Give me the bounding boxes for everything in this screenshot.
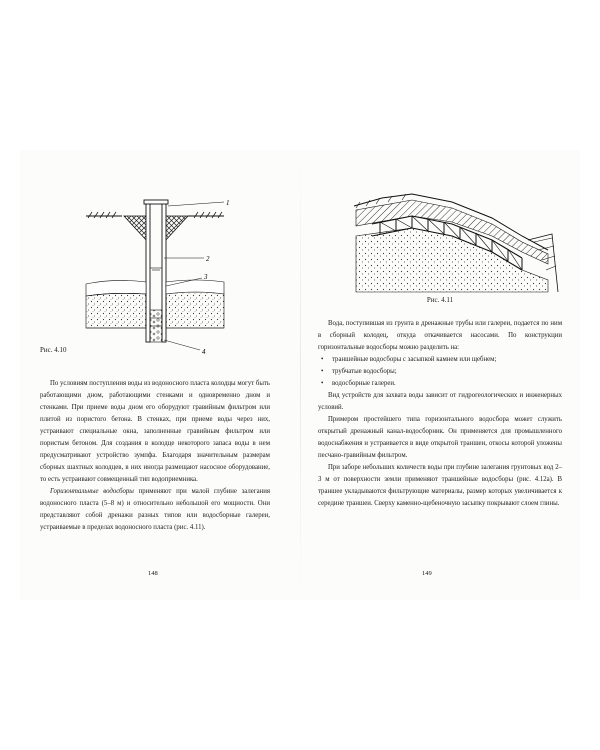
callout-3: 3 [204, 273, 208, 281]
left-paragraph-2 [40, 486, 270, 534]
callout-2: 2 [206, 255, 210, 263]
aquifer-layer-left [86, 293, 146, 328]
right-paragraph-1: Вода, поступившая из грунта в дренажные трубы или галереи, подается по ним в сборный колодец, откуда откачивается насосами. По конструкции горизонтальные водосборы можно разделить на: [318, 320, 562, 351]
well-cap [144, 200, 168, 204]
book-fold [300, 150, 301, 600]
page-number-left: 148 [148, 570, 158, 577]
left-paragraph-2-text: применяют при малой глубине залегания водоносного пласта (5–8 м) и относительно небольшой его мощности. Они представляют собой дренажи разных типов или водосборные галереи, устраиваемые в пределах водоносного пласта (рис. 4.11). [40, 488, 270, 531]
aquifer-sand [356, 228, 548, 292]
list-item: • траншейные водосборы с засыпкой камнем или щебнем; [318, 354, 562, 366]
right-page [318, 150, 562, 600]
left-page [40, 150, 270, 600]
clay-lock-left [124, 216, 148, 242]
well-wall-right [162, 202, 166, 342]
right-paragraph-4: При заборе небольших количеств воды при глубине залегания грунтовых вод 2–3 м от поверхности земли применяют траншейные водосборы (рис. 4.12а). В траншее укладываются фильтрующие материалы, размер которых увеличивается к середине траншеи. Сверху каменно-щебеночную засыпку покрывают слоем глины. [318, 464, 562, 507]
term-horizontal-collectors: Горизонтальные водосборы [50, 488, 134, 495]
figure-4-10-caption: Рис. 4.10 [40, 346, 67, 354]
left-paragraph-1: По условиям поступления воды из водоносного пласта колодцы могут быть работающими дном, работающими стенками и одновременно дном и стенками. При приеме воды дном его оборудуют гравийным фильтром или плитой из пористого бетона. В стенках, при приеме воды через них, устраивают специальные окна, заполненные гравийным фильтром или пористым бетоном. Для создания в колодце некоторого запаса воды в нем предусматривают устройство зумпфа. Благодаря значительным размерам сборных шахтных колодцев, в них иногда размещают насосное оборудование, то есть устраивают совмещенный тип водоприемника. [40, 380, 270, 483]
list-item: • трубчатые водосборы; [318, 366, 562, 378]
list-item: • водосборные галереи. [318, 378, 562, 390]
right-paragraph-2: Вид устройств для захвата воды зависит от гидрогеологических и инженерных условий. [318, 392, 562, 411]
soil-layer-top-right [166, 280, 224, 294]
left-text-block [40, 378, 270, 534]
callout-4: 4 [202, 348, 206, 356]
figure-4-11-gallery-diagram [352, 180, 562, 298]
figure-4-10-well-diagram [84, 198, 264, 358]
well-wall-left [146, 202, 150, 342]
clay-lock-right [164, 216, 188, 242]
right-text-block [318, 318, 562, 510]
right-paragraph-3: Примером простейшего типа горизонтального водосбора может служить открытый дренажный канал-водосборник. Он применяется для промышленного водоснабжения и устраивается в виде открытой траншеи, откосы которой уложены песчано-гравийным фильтром. [318, 416, 562, 459]
figure-4-11-caption: Рис. 4.11 [426, 296, 454, 304]
callout-1: 1 [226, 199, 230, 207]
collector-types-list [318, 354, 562, 390]
page-number-right: 149 [422, 570, 432, 577]
aquifer-layer-right [166, 292, 224, 328]
